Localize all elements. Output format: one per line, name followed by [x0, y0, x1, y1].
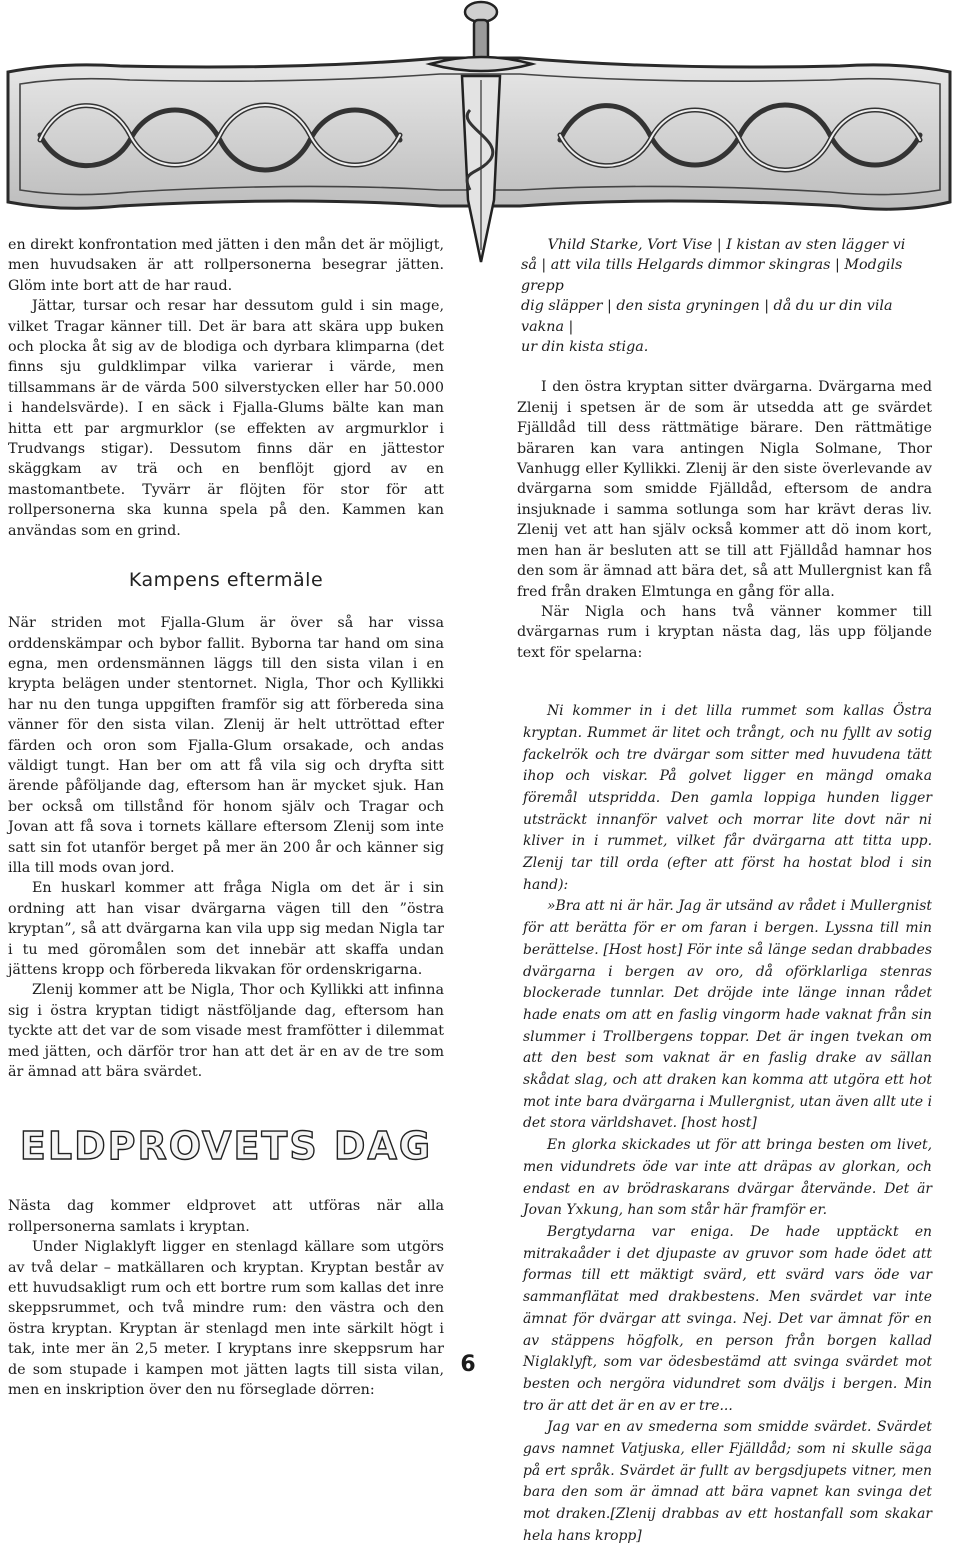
paragraph: en direkt konfrontation med jätten i den mån det är möjligt, men huvudsaken är att rollpersonerna besegrar jätten. Glöm inte bort att de har raud. — [8, 237, 444, 294]
paragraph: Jättar, tursar och resar har dessutom guld i sin mage, vilket Tragar känner till. Det är bara att skära upp buken och plocka åt sig av de blodiga och dyrbara klimparna (det finns sju guldklimpar vilka varierar i värde, men tillsammans är de värda 500 silverstycken eller har 50.000 i handelsvärde). I en säck i Fjalla-Glums bälte kan man hitta ett par argmurklor (se effekten av argmurklor i Trudvangs stigar). Dessutom finns där en jättestor skäggkam av trä och en benflöjt gjord av en mastomantbete. Tyvärr är flöjten för stor för att rollpersonerna ska kunna spela på den. Kammen kan användas som en grind. — [8, 298, 444, 539]
paragraph: Under Niglaklyft ligger en stenlagd källare som utgörs av två delar – matkällaren och kryptan. Kryptan består av ett huvudsakligt rum och ett bortre rum som kallas det inre skeppsrummet, och två mindre rum: den västra och den östra kryptan. Kryptan är stenlagd men inte särkilt högt i tak, inte mer än 2,5 meter. I kryptans inre skeppsrum har de som stupade i kampen mot jätten lagts till sista vilan, men en inskription över den nu förseglade dörren: — [8, 1239, 444, 1399]
paragraph: En huskarl kommer att fråga Nigla om det är i sin ordning att han visar dvärgarna vägen till den ”östra kryptan”, så att dvärgarna kan vila upp sig medan Nigla tar i tu med göromålen som det innebär att skaffa undan jättens kropp och förbereda likvakan för ordenskrigarna. — [8, 880, 444, 978]
chapter-heading-eldprovets-dag: ELDPROVETS DAG — [19, 1124, 433, 1169]
read-aloud-paragraph: Bergtydarna var eniga. De hade upptäckt en mitrakaåder i det djupaste av gruvor som hade ödet att formas till ett mäktigt svärd, ett svärd vars öde var sammanflätat med drakbestens. Men svärdet var inte ämnat för dvärgar att svinga. Nej. Det var ämnat för en av stäppens högfolk, en person från borgen kallad Niglaklyft, som var ödesbestämd att svinga svärdet mot besten och nergöra vidundret som dväljs i bergen. Min tro är att det är en av er tre... — [523, 1224, 932, 1414]
poem-line: Vhild Starke, Vort Vise | I kistan av sten lägger vi — [547, 237, 906, 253]
paragraph: När striden mot Fjalla-Glum är över så har vissa orddenskämpar och bybor fallit. Byborna tar hand om sina egna, men ordensmännen läggs till den sista vilan i en krypta belägen under stentornet. Nigla, Thor och Kyllikki har nu den tunga uppgiften framför sig att förbereda sina vänner för den sista vilan. Zlenij är helt uttröttad efter färden och oron som Fjalla-Glum orsakade, och andas väldigt tungt. Han ber om att få vila sig och dryfta sitt ärende påföljande dag, eftersom han är mycket sjuk. Han ber också om tillstånd för honom själv och Tragar och Jovan att få sova i tornets källare eftersom Zlenij som inte satt sin fot utanför berget på mer än 200 år och känner sig illa till mods ovan jord. — [8, 615, 444, 876]
paragraph: När Nigla och hans två vänner kommer till dvärgarnas rum i kryptan nästa dag, läs upp följande text för spelarna: — [517, 603, 932, 661]
inscription-poem — [517, 235, 932, 357]
paragraph: Nästa dag kommer eldprovet att utföras när alla rollpersonerna samlats i kryptan. — [8, 1198, 444, 1235]
read-aloud-text — [523, 701, 932, 1547]
poem-line: dig släpper | den sista gryningen | då du ur din vila vakna | — [521, 298, 893, 335]
poem-line: ur din kista stiga. — [521, 339, 649, 356]
poem-line: så | att vila tills Helgards dimmor skingras | Modgils grepp — [521, 257, 903, 294]
page-number: 6 — [460, 1352, 476, 1377]
paragraph: Zlenij kommer att be Nigla, Thor och Kyllikki att infinna sig i östra kryptan tidigt nästföljande dag, eftersom han tyckte att det var de som visade mest framfötter i dilemmat med jätten, och därför tror han att det är en av de tre som är ämnad att bära svärdet. — [8, 982, 444, 1081]
read-aloud-paragraph: En glorka skickades ut för att bringa besten om livet, men vidundrets öde var inte att dräpas av glorkan, och endast en av brödraskarans dvärgar återvände. Det är Jovan Yxkung, han som står här framför er. — [523, 1137, 932, 1219]
read-aloud-paragraph: »Bra att ni är här. Jag är utsänd av rådet i Mullergnist för att berätta för er om faran i bergen. Lyssna till min berättelse. [Host host] För inte så länge sedan drabbades dvärgarna i bergen av oro, då oförklarliga stenras blockerade tunnlar. Det dröjde inte länge innan rådet hade enats om att en faslig vingorm hade vaknat från sin slummer i Trollbergens toppar. Det är ingen tvekan om att den best som vaknat är en faslig drake av sällan skådat slag, och att draken kan komma att utgöra ett hot mot inte bara dvärgarna i Mullergnist, utan även allt ute i det stora världshavet. [host host] — [523, 898, 933, 1132]
right-column — [517, 235, 932, 1548]
read-aloud-paragraph: Jag var en av smederna som smidde svärdet. Svärdet gavs namnet Vatjuska, eller Fjälldåd; som ni skulle säga på ert språk. Svärdet är fullt av bergsdjupets vitner, men bara den som är ämnad att bära vapnet kan svinga det mot draken.[Zlenij drabbas av ett hostanfall som skakar hela hans kropp] — [523, 1419, 932, 1544]
paragraph: I den östra kryptan sitter dvärgarna. Dvärgarna med Zlenij i spetsen är de som är utsedda att ge svärdet Fjälldåd till dess rättmätige bärare. Den rättmätige bäraren kan vara antingen Nigla Solmane, Thor Vanhugg eller Kyllikki. Zlenij är den siste överlevande av dvärgarna som smidde Fjälldåd, eftersom de andra insjuknade i samma sotlunga som har krävt deras liv. Zlenij vet att han själv också kommer att dö inom kort, men han är besluten att se till att Fjälldåd hamnar hos den som är ämnad att bära det, så att Mullergnist kan få fred från draken Elmtunga en gång för alla. — [517, 379, 932, 600]
read-aloud-paragraph: Ni kommer in i det lilla rummet som kallas Östra kryptan. Rummet är litet och trångt, och nu fyllt av sotig fackelrök och tre dvärgar som sitter med huvudena tätt ihop och viskar. På golvet ligger en mängd omaka föremål utspridda. Den gamla loppiga hunden ligger utsträckt innanför valvet och morrar lite dovt när ni kliver in i rummet, vilket får dvärgarna att titta upp. Zlenij tar till orda (efter att först ha hostat blod i sin hand): — [523, 703, 932, 893]
section-heading-kampens-eftermale: Kampens eftermäle — [128, 569, 324, 592]
left-column — [8, 235, 444, 1401]
